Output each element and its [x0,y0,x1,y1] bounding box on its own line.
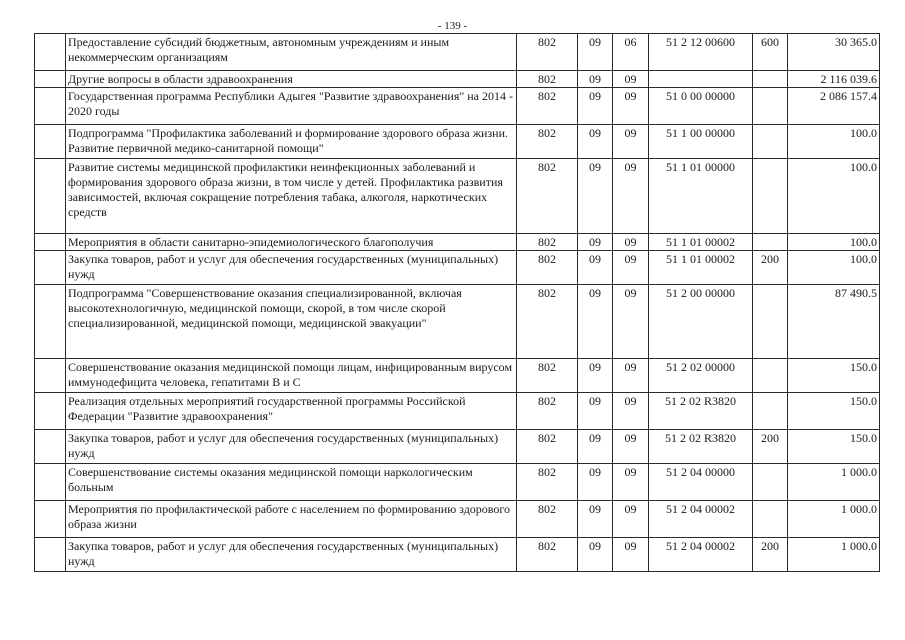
row-sum-cell: 2 116 039.6 [788,71,880,88]
row-blank-cell [35,234,66,251]
row-name-cell: Совершенствование оказания медицинской помощи лицам, инфицированным вирусом иммунодефицита человека, гепатитами В и С [66,359,517,393]
row-ministry-code-cell: 802 [517,88,578,125]
row-target-article-cell: 51 1 01 00002 [649,251,753,285]
table-row [35,538,880,572]
row-section-code-cell: 09 [578,125,613,159]
row-ministry-code-cell: 802 [517,538,578,572]
row-ministry-code-cell: 802 [517,430,578,464]
row-name-cell: Подпрограмма "Профилактика заболеваний и формирование здорового образа жизни. Развитие первичной медико-санитарной помощи" [66,125,517,159]
table-row [35,285,880,359]
row-blank-cell [35,125,66,159]
table-row [35,34,880,71]
row-blank-cell [35,359,66,393]
row-expense-type-cell: 600 [753,34,788,71]
row-target-article-cell: 51 2 02 R3820 [649,393,753,430]
row-section-code-cell: 09 [578,430,613,464]
row-subsection-code-cell: 09 [613,71,649,88]
row-expense-type-cell [753,464,788,501]
row-expense-type-cell [753,125,788,159]
row-target-article-cell: 51 0 00 00000 [649,88,753,125]
table-row [35,501,880,538]
row-section-code-cell: 09 [578,538,613,572]
row-ministry-code-cell: 802 [517,359,578,393]
table-row [35,251,880,285]
row-ministry-code-cell: 802 [517,501,578,538]
row-target-article-cell: 51 2 00 00000 [649,285,753,359]
row-ministry-code-cell: 802 [517,71,578,88]
row-subsection-code-cell: 09 [613,125,649,159]
row-target-article-cell: 51 2 12 00600 [649,34,753,71]
row-section-code-cell: 09 [578,159,613,234]
row-expense-type-cell [753,71,788,88]
row-expense-type-cell [753,393,788,430]
row-sum-cell: 100.0 [788,234,880,251]
row-name-cell: Государственная программа Республики Адыгея "Развитие здравоохранения" на 2014 - 2020 годы [66,88,517,125]
row-section-code-cell: 09 [578,359,613,393]
budget-table [34,33,880,572]
page-number: - 139 - [437,20,468,32]
row-blank-cell [35,430,66,464]
row-target-article-cell [649,71,753,88]
row-subsection-code-cell: 09 [613,464,649,501]
row-expense-type-cell [753,234,788,251]
row-subsection-code-cell: 09 [613,285,649,359]
row-expense-type-cell: 200 [753,251,788,285]
table-row [35,464,880,501]
row-section-code-cell: 09 [578,34,613,71]
row-target-article-cell: 51 2 02 00000 [649,359,753,393]
row-ministry-code-cell: 802 [517,234,578,251]
row-sum-cell: 150.0 [788,393,880,430]
row-blank-cell [35,285,66,359]
table-row [35,430,880,464]
table-row [35,234,880,251]
row-sum-cell: 87 490.5 [788,285,880,359]
row-sum-cell: 150.0 [788,359,880,393]
row-name-cell: Предоставление субсидий бюджетным, автономным учреждениям и иным некоммерческим организациям [66,34,517,71]
row-name-cell: Развитие системы медицинской профилактики неинфекционных заболеваний и формирования здорового образа жизни, в том числе у детей. Профилактика развития зависимостей, включая сокращение потребления табака, алкоголя, наркотических средств [66,159,517,234]
row-section-code-cell: 09 [578,251,613,285]
row-subsection-code-cell: 09 [613,393,649,430]
row-target-article-cell: 51 1 00 00000 [649,125,753,159]
row-expense-type-cell: 200 [753,538,788,572]
row-expense-type-cell [753,359,788,393]
row-section-code-cell: 09 [578,285,613,359]
row-ministry-code-cell: 802 [517,464,578,501]
row-expense-type-cell [753,88,788,125]
table-row [35,71,880,88]
table-row [35,88,880,125]
row-ministry-code-cell: 802 [517,251,578,285]
row-blank-cell [35,159,66,234]
row-target-article-cell: 51 1 01 00002 [649,234,753,251]
row-expense-type-cell: 200 [753,430,788,464]
row-blank-cell [35,464,66,501]
row-sum-cell: 100.0 [788,159,880,234]
row-sum-cell: 100.0 [788,251,880,285]
row-blank-cell [35,34,66,71]
row-subsection-code-cell: 09 [613,251,649,285]
row-blank-cell [35,88,66,125]
row-section-code-cell: 09 [578,464,613,501]
row-subsection-code-cell: 09 [613,501,649,538]
row-sum-cell: 30 365.0 [788,34,880,71]
budget-table-body [35,34,880,572]
row-subsection-code-cell: 06 [613,34,649,71]
row-subsection-code-cell: 09 [613,159,649,234]
row-name-cell: Реализация отдельных мероприятий государственной программы Российской Федерации "Развитие здравоохранения" [66,393,517,430]
row-ministry-code-cell: 802 [517,285,578,359]
row-blank-cell [35,538,66,572]
row-sum-cell: 2 086 157.4 [788,88,880,125]
row-section-code-cell: 09 [578,393,613,430]
row-blank-cell [35,251,66,285]
row-subsection-code-cell: 09 [613,234,649,251]
row-name-cell: Мероприятия по профилактической работе с населением по формированию здорового образа жизни [66,501,517,538]
row-target-article-cell: 51 2 04 00002 [649,538,753,572]
table-row [35,159,880,234]
row-blank-cell [35,393,66,430]
row-subsection-code-cell: 09 [613,430,649,464]
row-name-cell: Совершенствование системы оказания медицинской помощи наркологическим больным [66,464,517,501]
row-name-cell: Мероприятия в области санитарно-эпидемиологического благополучия [66,234,517,251]
row-section-code-cell: 09 [578,71,613,88]
row-ministry-code-cell: 802 [517,125,578,159]
row-name-cell: Закупка товаров, работ и услуг для обеспечения государственных (муниципальных) нужд [66,251,517,285]
row-sum-cell: 1 000.0 [788,464,880,501]
row-sum-cell: 1 000.0 [788,501,880,538]
row-ministry-code-cell: 802 [517,393,578,430]
row-target-article-cell: 51 2 04 00000 [649,464,753,501]
row-ministry-code-cell: 802 [517,159,578,234]
table-row [35,393,880,430]
table-row [35,125,880,159]
table-row [35,359,880,393]
row-expense-type-cell [753,159,788,234]
row-target-article-cell: 51 2 04 00002 [649,501,753,538]
row-subsection-code-cell: 09 [613,538,649,572]
row-target-article-cell: 51 2 02 R3820 [649,430,753,464]
row-expense-type-cell [753,501,788,538]
row-ministry-code-cell: 802 [517,34,578,71]
row-subsection-code-cell: 09 [613,359,649,393]
row-sum-cell: 1 000.0 [788,538,880,572]
row-name-cell: Подпрограмма "Совершенствование оказания специализированной, включая высокотехнологичную, медицинской помощи, скорой, в том числе скорой специализированной, медицинской помощи, медицинской эвакуации" [66,285,517,359]
row-sum-cell: 150.0 [788,430,880,464]
row-subsection-code-cell: 09 [613,88,649,125]
row-blank-cell [35,71,66,88]
row-name-cell: Другие вопросы в области здравоохранения [66,71,517,88]
row-blank-cell [35,501,66,538]
row-expense-type-cell [753,285,788,359]
row-name-cell: Закупка товаров, работ и услуг для обеспечения государственных (муниципальных) нужд [66,538,517,572]
row-target-article-cell: 51 1 01 00000 [649,159,753,234]
row-section-code-cell: 09 [578,501,613,538]
row-sum-cell: 100.0 [788,125,880,159]
row-section-code-cell: 09 [578,88,613,125]
row-name-cell: Закупка товаров, работ и услуг для обеспечения государственных (муниципальных) нужд [66,430,517,464]
row-section-code-cell: 09 [578,234,613,251]
